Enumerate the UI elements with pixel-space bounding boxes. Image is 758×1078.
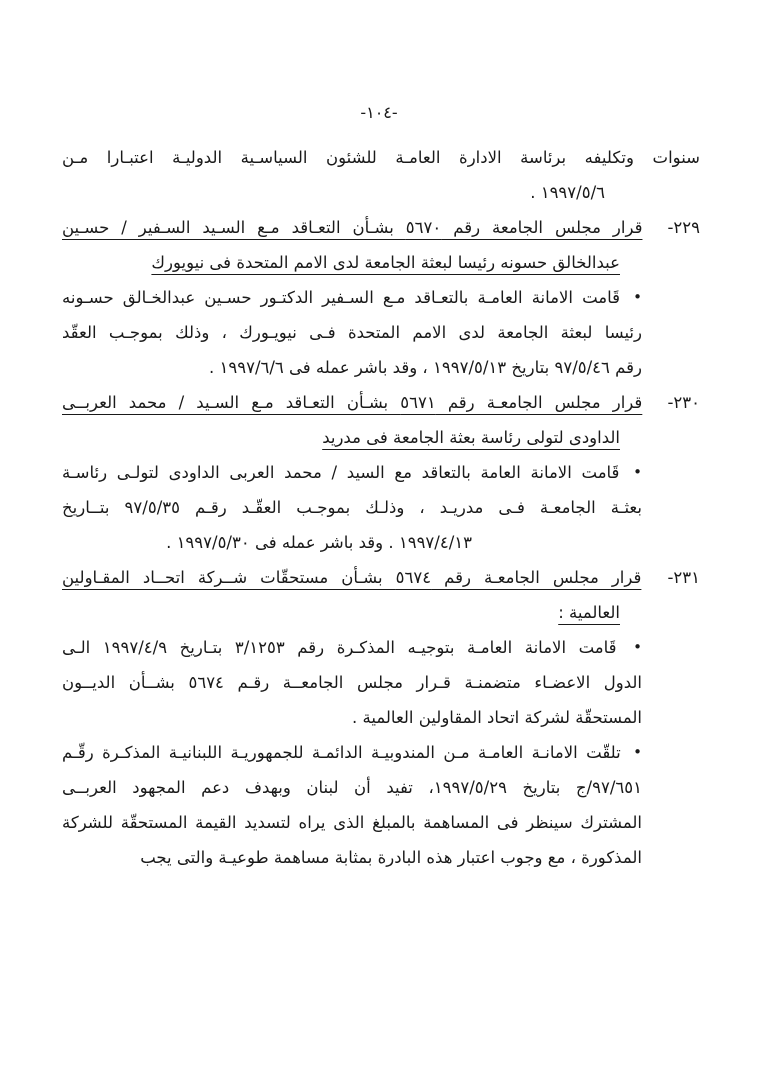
text-line [62,315,700,350]
text-line [62,735,700,770]
line-text: تلقّت الامانـة العامـة مـن المندوبيـة الدائمـة للجمهوريـة اللبنانيـة المذكـرة رقّـم [62,743,621,762]
bullet-block [62,630,700,735]
bullet-block [62,280,700,385]
text-line [62,665,700,700]
line-text: المشترك سينظر فى المساهمة بالمبلغ الذى يراه لتسديد القيمة المستحقّة للشركة [62,813,642,832]
heading-text: الداودى لتولى رئاسة بعثة الجامعة فى مدريد [322,428,620,447]
document-content [0,124,758,875]
line-text: سنوات وتكليفه برئاسة الادارة العامـة للشئون السياسـية الدوليـة اعتبـارا مـن [62,148,700,167]
bullet-block [62,455,700,560]
text-line [62,455,700,490]
decision-item [62,210,700,280]
text-line [62,490,700,525]
line-text: ١٩٩٧/٥/٦ . [530,183,605,202]
text-line [62,420,700,455]
text-line [62,595,700,630]
heading-text: العالمية : [558,603,620,622]
text-line [62,175,700,210]
paragraph-block [62,140,700,210]
bullet-block [62,735,700,875]
text-line [62,560,700,595]
item-number: ٢٣١- [667,568,700,587]
line-text: المستحقّة لشركة اتحاد المقاولين العالمية . [352,708,642,727]
line-text: رقم ٩٧/٥/٤٦ بتاريخ ١٩٩٧/٥/١٣ ، وقد باشر عمله فى ١٩٩٧/٦/٦ . [209,358,642,377]
line-text: قَامت الامانة العامـة بالتعـاقد مـع السـفير الدكتـور حسـين عبدالخـالق حسـونه [62,288,621,307]
text-line [62,280,700,315]
line-text: قَامت الامانة العامة بالتعاقد مع السيد / محمد العربى الداودى لتولـى رئاسـة [62,463,620,482]
text-line [62,630,700,665]
line-text: ١٩٩٧/٤/١٣ . وقد باشر عمله فى ١٩٩٧/٥/٣٠ . [166,533,472,552]
page-number: -١٠٤- [360,103,398,122]
line-text: الدول الاعضـاء متضمنـة قـرار مجلس الجامعــة رقـم ٥٦٧٤ بشــأن الديــون [62,673,642,692]
heading-text: قرار مجلس الجامعـة رقم ٥٦٧١ بشـأن التعـاقد مـع السـيد / محمد العربــى [62,393,643,412]
text-line [62,805,700,840]
line-text: المذكورة ، مع وجوب اعتبار هذه البادرة بمثابة مساهمة طوعيـة والتى يجب [140,848,642,867]
heading-text: عبدالخالق حسونه رئيسا لبعثة الجامعة لدى الامم المتحدة فى نيويورك [151,253,620,272]
heading-text: قرار مجلس الجامعة رقم ٥٦٧٠ بشـأن التعـاقد مـع السـيد السـفير / حسـين [62,218,643,237]
heading-text: قرار مجلس الجامعـة رقم ٥٦٧٤ بشـأن مستحقّات شــركة اتحــاد المقـاولين [62,568,642,587]
item-number: ٢٢٩- [667,218,701,237]
line-text: بعثـة الجامعـة فـى مدريـد ، وذلـك بموجـب العقّـد رقـم ٩٧/٥/٣٥ بتــاريخ [62,498,642,517]
bullet-icon: • [633,743,643,761]
bullet-icon: • [633,288,642,306]
text-line [62,140,700,175]
line-text: ٩٧/٦٥١/ج بتاريخ ١٩٩٧/٥/٢٩، تفيد أن لبنان وبهدف دعم المجهود العربــى [62,778,642,797]
text-line [62,385,700,420]
text-line [62,770,700,805]
text-line [62,700,700,735]
text-line [62,210,700,245]
decision-item [62,560,700,630]
text-line [62,840,700,875]
line-text: قَامت الامانة العامـة بتوجيـه المذكـرة رقم ٣/١٢٥٣ بتـاريخ ١٩٩٧/٤/٩ الـى [62,638,617,657]
line-text: رئيسا لبعثة الجامعة لدى الامم المتحدة فـى نيويـورك ، وذلك بموجـب العقّد [62,323,642,342]
text-line [62,350,700,385]
text-line [62,245,700,280]
bullet-icon: • [633,463,643,481]
item-number: ٢٣٠- [667,393,700,412]
text-line [62,525,700,560]
bullet-icon: • [633,638,642,656]
decision-item [62,385,700,455]
